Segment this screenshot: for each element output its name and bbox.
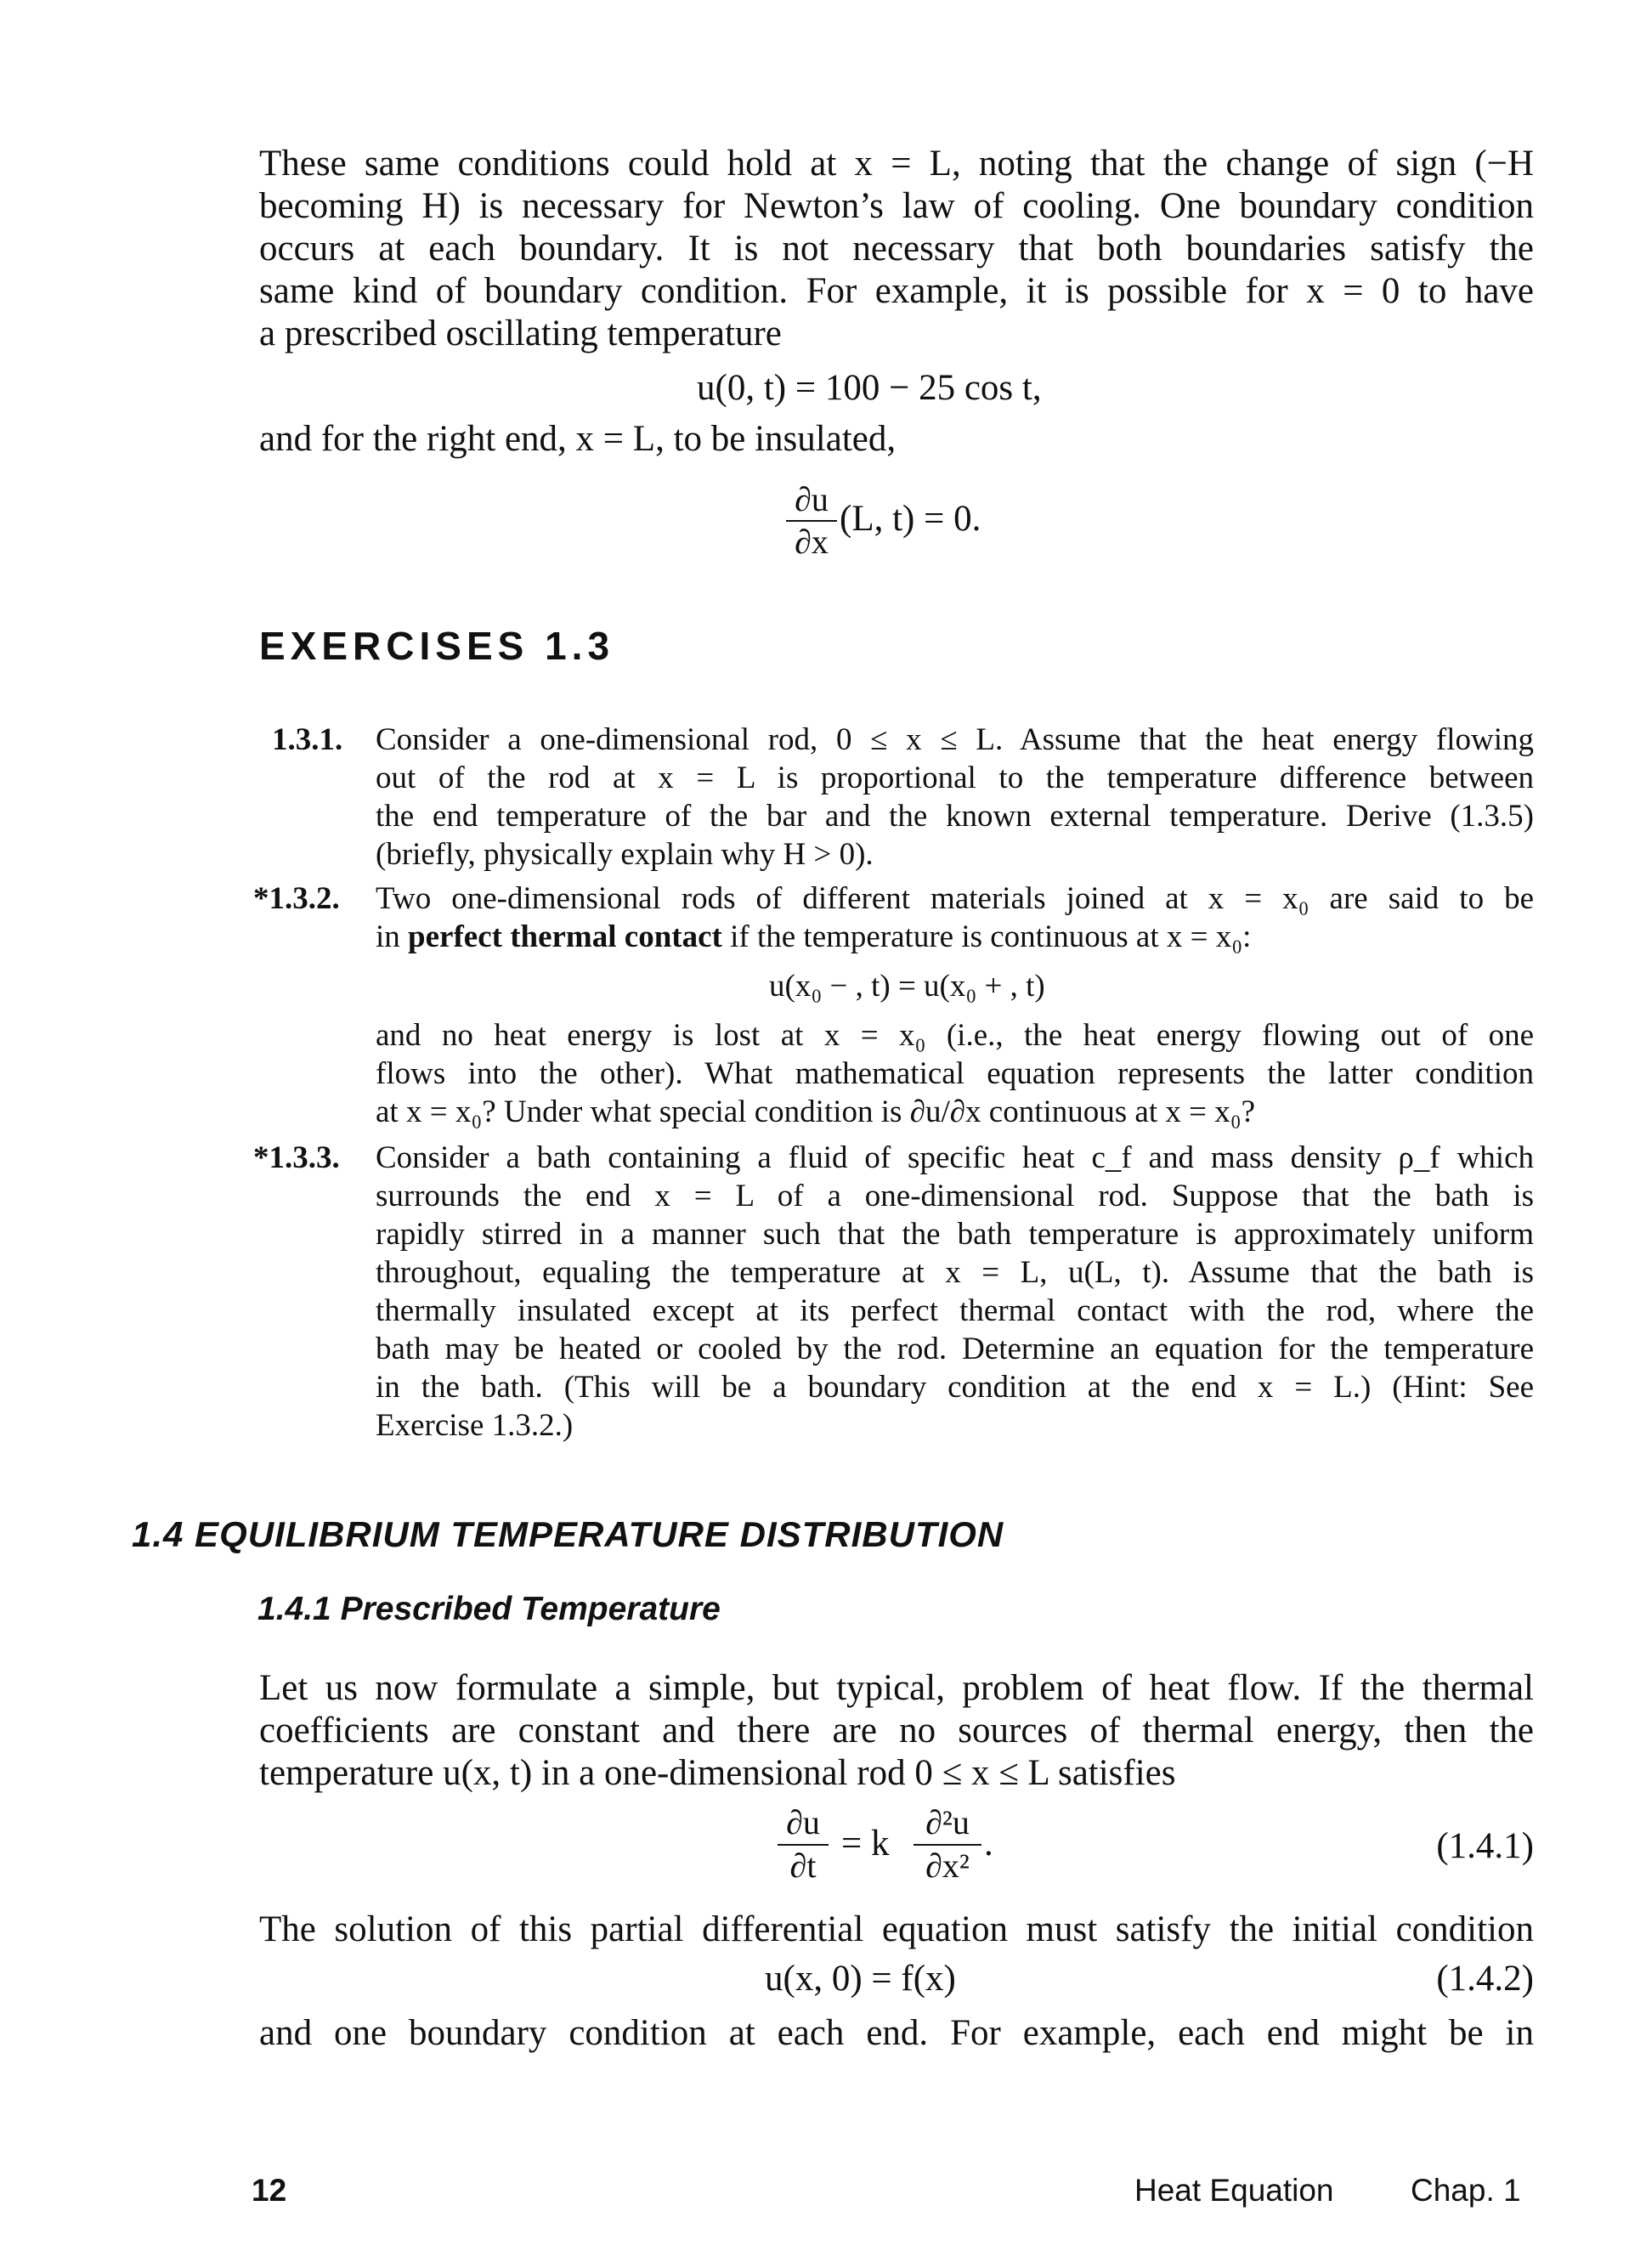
exercise-line: Consider a bath containing a fluid of specific heat c_f and mass density ρ_f which xyxy=(376,1140,1534,1175)
body-line: and one boundary condition at each end. For example, each end might be in xyxy=(259,2013,1534,2053)
intro-line-2: becoming H) is necessary for Newton’s law of cooling. One boundary condition xyxy=(259,186,1534,226)
intro-line-3: occurs at each boundary. It is not necessary that both boundaries satisfy the xyxy=(259,229,1534,269)
exercise-line: out of the rod at x = L is proportional to the temperature difference between xyxy=(376,761,1534,795)
exercise-line-with-bold-term: in perfect thermal contact if the temperature is continuous at x = x₀: xyxy=(376,919,1252,954)
intro-line-1: These same conditions could hold at x = L, noting that the change of sign (−H xyxy=(259,144,1534,184)
lhs-denominator: ∂t xyxy=(789,1847,817,1885)
exercises-heading: EXERCISES 1.3 xyxy=(259,624,615,668)
body-line: Let us now formulate a simple, but typical, problem of heat flow. If the thermal xyxy=(259,1668,1534,1708)
fraction-numerator: ∂u xyxy=(795,480,829,518)
right-end-line: and for the right end, x = L, to be insulated, xyxy=(259,419,897,459)
exercise-line: surrounds the end x = L of a one-dimensional rod. Suppose that the bath is xyxy=(376,1179,1534,1213)
exercise-line: rapidly stirred in a manner such that the bath temperature is approximately uniform xyxy=(376,1217,1534,1252)
body-line: coefficients are constant and there are no sources of thermal energy, then the xyxy=(259,1711,1534,1750)
chapter-label: Chap. 1 xyxy=(1411,2173,1521,2208)
rhs-numerator: ∂²u xyxy=(925,1803,970,1841)
fraction-bar xyxy=(786,520,837,522)
exercise-line: Two one-dimensional rods of different materials joined at x = x₀ are said to be xyxy=(376,881,1534,916)
exercise-number: *1.3.3. xyxy=(253,1140,340,1175)
lhs-numerator: ∂u xyxy=(786,1803,820,1841)
exercise-line: flows into the other). What mathematical equation represents the latter condition xyxy=(376,1056,1534,1091)
exercise-number: 1.3.1. xyxy=(272,722,343,757)
exercise-line: the end temperature of the bar and the known external temperature. Derive (1.3.5) xyxy=(376,799,1534,834)
lhs-fraction-bar xyxy=(778,1844,829,1846)
equation-text: u(x, 0) = f(x) xyxy=(765,1959,956,1999)
equation-period: . xyxy=(984,1824,993,1864)
intro-line-5: a prescribed oscillating temperature xyxy=(259,314,782,353)
equation-continuity: u(x₀ − , t) = u(x₀ + , t) xyxy=(769,969,1045,1004)
equation-number: (1.4.2) xyxy=(1436,1959,1534,1999)
rhs-fraction-bar xyxy=(914,1844,981,1846)
body-line: temperature u(x, t) in a one-dimensional rod 0 ≤ x ≤ L satisfies xyxy=(259,1753,1176,1793)
exercise-line: throughout, equaling the temperature at x = L, u(L, t). Assume that the bath is xyxy=(376,1255,1534,1290)
exercise-line: Consider a one-dimensional rod, 0 ≤ x ≤ L. Assume that the heat energy flowing xyxy=(376,722,1534,757)
intro-line-4: same kind of boundary condition. For example, it is possible for x = 0 to have xyxy=(259,271,1534,311)
subsection-heading: 1.4.1 Prescribed Temperature xyxy=(257,1591,721,1627)
body-line: The solution of this partial differential equation must satisfy the initial condition xyxy=(259,1909,1534,1949)
equation-rest: (L, t) = 0. xyxy=(840,499,981,539)
exercise-line: bath may be heated or cooled by the rod. Determine an equation for the temperature xyxy=(376,1332,1534,1366)
chapter-title: Heat Equation xyxy=(1134,2173,1334,2208)
exercise-line: at x = x₀? Under what special condition is ∂u/∂x continuous at x = x₀? xyxy=(376,1094,1256,1129)
exercise-line: and no heat energy is lost at x = x₀ (i.e., the heat energy flowing out of one xyxy=(376,1018,1534,1053)
exercise-line: Exercise 1.3.2.) xyxy=(376,1408,574,1443)
exercise-line: (briefly, physically explain why H > 0). xyxy=(376,837,874,872)
fraction-denominator: ∂x xyxy=(795,523,829,561)
equals-k: = k xyxy=(841,1824,890,1864)
exercise-number: *1.3.2. xyxy=(253,881,340,916)
section-heading: 1.4 EQUILIBRIUM TEMPERATURE DISTRIBUTION xyxy=(132,1514,1004,1554)
exercise-line: thermally insulated except at its perfect thermal contact with the rod, where the xyxy=(376,1293,1534,1328)
page-number: 12 xyxy=(252,2173,287,2208)
equation-number: (1.4.1) xyxy=(1436,1826,1534,1866)
rhs-denominator: ∂x² xyxy=(925,1847,970,1885)
exercise-line: in the bath. (This will be a boundary condition at the end x = L.) (Hint: See xyxy=(376,1370,1534,1405)
equation-oscillating-temperature: u(0, t) = 100 − 25 cos t, xyxy=(697,368,1042,408)
bold-term: perfect thermal contact xyxy=(408,919,722,954)
